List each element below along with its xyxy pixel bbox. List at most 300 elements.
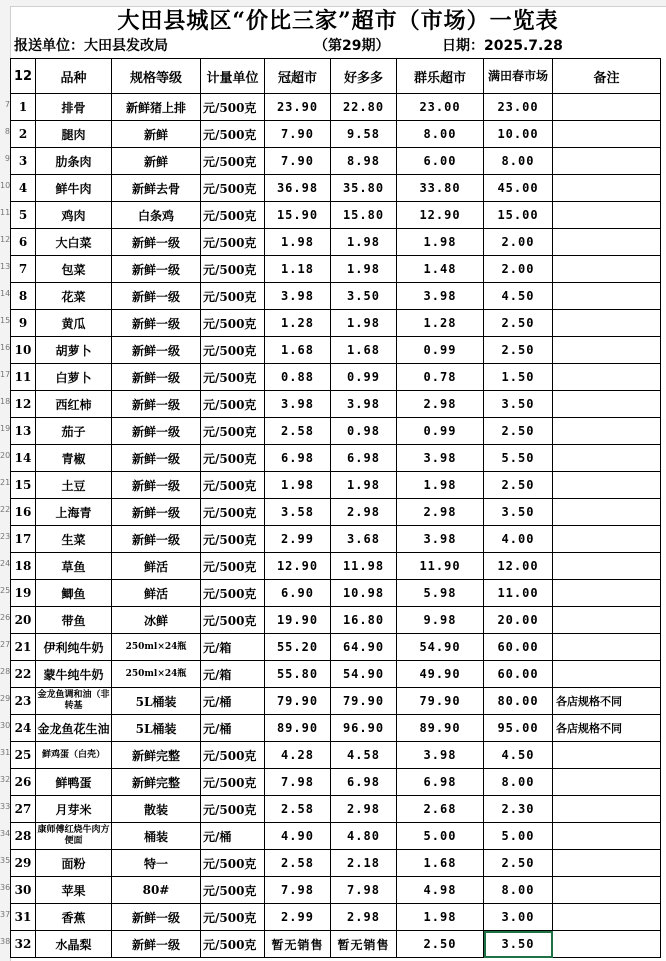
col-item-cell[interactable]: 胡萝卜 <box>36 337 112 364</box>
col-market-mantianchun-cell[interactable]: 80.00 <box>484 688 553 715</box>
col-unit-cell[interactable]: 元/500克 <box>201 364 265 391</box>
col-store-qunle-cell[interactable]: 79.90 <box>397 688 484 715</box>
col-spec-cell[interactable]: 新鲜一级 <box>112 418 201 445</box>
col-unit-cell[interactable]: 元/500克 <box>201 202 265 229</box>
col-item-header[interactable]: 品种 <box>36 59 112 94</box>
col-store-guan-cell[interactable]: 1.28 <box>265 310 331 337</box>
col-store-haoduoduo-cell[interactable]: 1.98 <box>331 229 397 256</box>
col-remarks-cell[interactable] <box>553 823 661 850</box>
col-unit-cell[interactable]: 元/500克 <box>201 418 265 445</box>
col-market-mantianchun-cell[interactable]: 20.00 <box>484 607 553 634</box>
col-store-guan-cell[interactable]: 6.90 <box>265 580 331 607</box>
col-store-guan-cell[interactable]: 2.99 <box>265 904 331 931</box>
col-market-mantianchun-cell[interactable]: 11.00 <box>484 580 553 607</box>
col-store-guan-cell[interactable]: 7.98 <box>265 877 331 904</box>
col-remarks-cell[interactable] <box>553 283 661 310</box>
col-remarks-cell[interactable] <box>553 175 661 202</box>
col-spec-cell[interactable]: 新鲜一级 <box>112 283 201 310</box>
col-store-qunle-cell[interactable]: 0.78 <box>397 364 484 391</box>
col-unit-cell[interactable]: 元/500克 <box>201 148 265 175</box>
col-index-cell[interactable]: 2 <box>11 121 36 148</box>
col-store-qunle-cell[interactable]: 2.98 <box>397 499 484 526</box>
col-store-guan-cell[interactable]: 2.58 <box>265 850 331 877</box>
row-number[interactable]: 8 <box>4 127 10 136</box>
col-index-cell[interactable]: 7 <box>11 256 36 283</box>
col-item-cell[interactable]: 西红柿 <box>36 391 112 418</box>
col-remarks-cell[interactable] <box>553 931 661 958</box>
col-unit-header[interactable]: 计量单位 <box>201 59 265 94</box>
col-remarks-header[interactable]: 备注 <box>553 59 661 94</box>
col-remarks-cell[interactable]: 各店规格不同 <box>553 688 661 715</box>
col-store-haoduoduo-cell[interactable]: 54.90 <box>331 661 397 688</box>
col-remarks-cell[interactable] <box>553 445 661 472</box>
col-store-haoduoduo-header[interactable]: 好多多 <box>331 59 397 94</box>
col-item-cell[interactable]: 鲜鸡蛋（白壳） <box>36 742 112 769</box>
col-store-haoduoduo-cell[interactable]: 2.98 <box>331 796 397 823</box>
col-store-qunle-cell[interactable]: 8.00 <box>397 121 484 148</box>
col-store-haoduoduo-cell[interactable]: 9.58 <box>331 121 397 148</box>
col-unit-cell[interactable]: 元/500克 <box>201 553 265 580</box>
col-store-haoduoduo-cell[interactable]: 16.80 <box>331 607 397 634</box>
col-unit-cell[interactable]: 元/500克 <box>201 850 265 877</box>
col-market-mantianchun-cell[interactable]: 2.50 <box>484 337 553 364</box>
col-store-qunle-cell[interactable]: 2.98 <box>397 391 484 418</box>
row-number[interactable]: 27 <box>0 640 10 649</box>
col-store-guan-cell[interactable]: 1.98 <box>265 472 331 499</box>
row-number[interactable]: 21 <box>0 478 10 487</box>
col-market-mantianchun-cell[interactable]: 4.00 <box>484 526 553 553</box>
col-spec-cell[interactable]: 新鲜一级 <box>112 499 201 526</box>
col-item-cell[interactable]: 黄瓜 <box>36 310 112 337</box>
col-unit-cell[interactable]: 元/500克 <box>201 121 265 148</box>
col-market-mantianchun-cell[interactable]: 23.00 <box>484 94 553 121</box>
col-store-qunle-cell[interactable]: 11.90 <box>397 553 484 580</box>
col-spec-cell[interactable]: 新鲜 <box>112 148 201 175</box>
row-number[interactable]: 16 <box>0 343 10 352</box>
col-store-guan-cell[interactable]: 19.90 <box>265 607 331 634</box>
col-index-cell[interactable]: 9 <box>11 310 36 337</box>
col-unit-cell[interactable]: 元/500克 <box>201 229 265 256</box>
col-item-cell[interactable]: 香蕉 <box>36 904 112 931</box>
col-store-qunle-cell[interactable]: 1.98 <box>397 229 484 256</box>
col-market-mantianchun-cell[interactable]: 3.50 <box>484 931 553 958</box>
col-store-guan-cell[interactable]: 89.90 <box>265 715 331 742</box>
col-store-guan-cell[interactable]: 0.88 <box>265 364 331 391</box>
col-item-cell[interactable]: 带鱼 <box>36 607 112 634</box>
col-remarks-cell[interactable] <box>553 148 661 175</box>
col-unit-cell[interactable]: 元/桶 <box>201 715 265 742</box>
col-index-cell[interactable]: 12 <box>11 391 36 418</box>
col-market-mantianchun-cell[interactable]: 2.50 <box>484 472 553 499</box>
row-number[interactable]: 18 <box>0 397 10 406</box>
row-number[interactable]: 9 <box>4 154 10 163</box>
col-store-haoduoduo-cell[interactable]: 4.80 <box>331 823 397 850</box>
col-index-cell[interactable]: 17 <box>11 526 36 553</box>
col-item-cell[interactable]: 苹果 <box>36 877 112 904</box>
row-number[interactable]: 22 <box>0 505 10 514</box>
col-spec-cell[interactable]: 鲜活 <box>112 580 201 607</box>
col-item-cell[interactable]: 土豆 <box>36 472 112 499</box>
col-store-guan-cell[interactable]: 1.18 <box>265 256 331 283</box>
col-store-guan-cell[interactable]: 15.90 <box>265 202 331 229</box>
col-market-mantianchun-header[interactable]: 满田春市场 <box>484 59 553 94</box>
col-store-haoduoduo-cell[interactable]: 8.98 <box>331 148 397 175</box>
col-store-qunle-cell[interactable]: 0.99 <box>397 337 484 364</box>
col-store-qunle-cell[interactable]: 6.98 <box>397 769 484 796</box>
col-spec-cell[interactable]: 新鲜 <box>112 121 201 148</box>
col-store-haoduoduo-cell[interactable]: 1.98 <box>331 256 397 283</box>
col-market-mantianchun-cell[interactable]: 2.30 <box>484 796 553 823</box>
row-number[interactable]: 32 <box>0 775 10 784</box>
col-spec-cell[interactable]: 新鲜完整 <box>112 769 201 796</box>
col-unit-cell[interactable]: 元/箱 <box>201 661 265 688</box>
col-remarks-cell[interactable] <box>553 391 661 418</box>
col-store-guan-cell[interactable]: 4.90 <box>265 823 331 850</box>
col-store-haoduoduo-cell[interactable]: 7.98 <box>331 877 397 904</box>
col-store-haoduoduo-cell[interactable]: 96.90 <box>331 715 397 742</box>
col-item-cell[interactable]: 花菜 <box>36 283 112 310</box>
col-spec-cell[interactable]: 250ml×24瓶 <box>112 661 201 688</box>
row-number[interactable]: 19 <box>0 424 10 433</box>
col-index-cell[interactable]: 28 <box>11 823 36 850</box>
col-store-qunle-cell[interactable]: 3.98 <box>397 445 484 472</box>
row-number[interactable]: 31 <box>0 748 10 757</box>
col-store-guan-cell[interactable]: 23.90 <box>265 94 331 121</box>
col-store-guan-cell[interactable]: 55.20 <box>265 634 331 661</box>
col-remarks-cell[interactable] <box>553 499 661 526</box>
col-market-mantianchun-cell[interactable]: 3.50 <box>484 391 553 418</box>
col-index-cell[interactable]: 11 <box>11 364 36 391</box>
col-item-cell[interactable]: 伊利纯牛奶 <box>36 634 112 661</box>
col-store-haoduoduo-cell[interactable]: 79.90 <box>331 688 397 715</box>
row-number[interactable]: 28 <box>0 667 10 676</box>
col-index-cell[interactable]: 20 <box>11 607 36 634</box>
col-index-cell[interactable]: 4 <box>11 175 36 202</box>
col-spec-cell[interactable]: 新鲜一级 <box>112 256 201 283</box>
col-remarks-cell[interactable] <box>553 526 661 553</box>
col-remarks-cell[interactable] <box>553 94 661 121</box>
col-spec-header[interactable]: 规格等级 <box>112 59 201 94</box>
col-index-cell[interactable]: 14 <box>11 445 36 472</box>
row-number[interactable]: 25 <box>0 586 10 595</box>
col-store-haoduoduo-cell[interactable]: 1.68 <box>331 337 397 364</box>
col-store-guan-cell[interactable]: 7.98 <box>265 769 331 796</box>
row-number[interactable]: 7 <box>4 100 10 109</box>
col-store-haoduoduo-cell[interactable]: 暂无销售 <box>331 931 397 958</box>
col-market-mantianchun-cell[interactable]: 3.50 <box>484 499 553 526</box>
col-item-cell[interactable]: 鸡肉 <box>36 202 112 229</box>
col-store-haoduoduo-cell[interactable]: 10.98 <box>331 580 397 607</box>
col-store-haoduoduo-cell[interactable]: 35.80 <box>331 175 397 202</box>
col-unit-cell[interactable]: 元/桶 <box>201 823 265 850</box>
col-item-cell[interactable]: 面粉 <box>36 850 112 877</box>
col-spec-cell[interactable]: 新鲜一级 <box>112 310 201 337</box>
col-unit-cell[interactable]: 元/500克 <box>201 310 265 337</box>
col-unit-cell[interactable]: 元/500克 <box>201 391 265 418</box>
col-spec-cell[interactable]: 白条鸡 <box>112 202 201 229</box>
col-remarks-cell[interactable] <box>553 850 661 877</box>
col-item-cell[interactable]: 肋条肉 <box>36 148 112 175</box>
col-store-guan-header[interactable]: 冠超市 <box>265 59 331 94</box>
col-item-cell[interactable]: 上海青 <box>36 499 112 526</box>
col-spec-cell[interactable]: 80# <box>112 877 201 904</box>
col-store-qunle-cell[interactable]: 1.98 <box>397 904 484 931</box>
col-index-cell[interactable]: 15 <box>11 472 36 499</box>
col-unit-cell[interactable]: 元/500克 <box>201 256 265 283</box>
col-remarks-cell[interactable] <box>553 580 661 607</box>
col-store-haoduoduo-cell[interactable]: 3.50 <box>331 283 397 310</box>
col-store-qunle-cell[interactable]: 5.00 <box>397 823 484 850</box>
col-store-guan-cell[interactable]: 2.58 <box>265 796 331 823</box>
col-unit-cell[interactable]: 元/500克 <box>201 472 265 499</box>
col-store-haoduoduo-cell[interactable]: 6.98 <box>331 445 397 472</box>
col-remarks-cell[interactable] <box>553 256 661 283</box>
col-remarks-cell[interactable] <box>553 877 661 904</box>
col-item-cell[interactable]: 白萝卜 <box>36 364 112 391</box>
row-number[interactable]: 23 <box>0 532 10 541</box>
col-remarks-cell[interactable] <box>553 742 661 769</box>
row-number[interactable]: 24 <box>0 559 10 568</box>
col-unit-cell[interactable]: 元/500克 <box>201 445 265 472</box>
col-remarks-cell[interactable] <box>553 904 661 931</box>
col-store-guan-cell[interactable]: 暂无销售 <box>265 931 331 958</box>
col-item-cell[interactable]: 腿肉 <box>36 121 112 148</box>
col-index-cell[interactable]: 27 <box>11 796 36 823</box>
col-market-mantianchun-cell[interactable]: 10.00 <box>484 121 553 148</box>
col-market-mantianchun-cell[interactable]: 1.50 <box>484 364 553 391</box>
col-spec-cell[interactable]: 特一 <box>112 850 201 877</box>
col-market-mantianchun-cell[interactable]: 3.00 <box>484 904 553 931</box>
col-store-guan-cell[interactable]: 36.98 <box>265 175 331 202</box>
row-number[interactable]: 35 <box>0 856 10 865</box>
col-unit-cell[interactable]: 元/500克 <box>201 175 265 202</box>
col-spec-cell[interactable]: 新鲜一级 <box>112 337 201 364</box>
col-index-cell[interactable]: 30 <box>11 877 36 904</box>
col-remarks-cell[interactable] <box>553 364 661 391</box>
col-spec-cell[interactable]: 鲜活 <box>112 553 201 580</box>
col-market-mantianchun-cell[interactable]: 5.50 <box>484 445 553 472</box>
col-market-mantianchun-cell[interactable]: 45.00 <box>484 175 553 202</box>
col-market-mantianchun-cell[interactable]: 12.00 <box>484 553 553 580</box>
col-store-qunle-cell[interactable]: 3.98 <box>397 526 484 553</box>
col-index-cell[interactable]: 24 <box>11 715 36 742</box>
col-store-haoduoduo-cell[interactable]: 15.80 <box>331 202 397 229</box>
col-store-qunle-cell[interactable]: 1.68 <box>397 850 484 877</box>
row-number[interactable]: 12 <box>0 235 10 244</box>
col-unit-cell[interactable]: 元/桶 <box>201 688 265 715</box>
row-number[interactable]: 29 <box>0 694 10 703</box>
col-market-mantianchun-cell[interactable]: 8.00 <box>484 769 553 796</box>
col-unit-cell[interactable]: 元/500克 <box>201 931 265 958</box>
col-store-guan-cell[interactable]: 7.90 <box>265 121 331 148</box>
col-market-mantianchun-cell[interactable]: 4.50 <box>484 283 553 310</box>
col-store-guan-cell[interactable]: 2.58 <box>265 418 331 445</box>
col-market-mantianchun-cell[interactable]: 15.00 <box>484 202 553 229</box>
col-spec-cell[interactable]: 桶装 <box>112 823 201 850</box>
col-unit-cell[interactable]: 元/500克 <box>201 337 265 364</box>
col-store-haoduoduo-cell[interactable]: 2.98 <box>331 499 397 526</box>
col-store-qunle-cell[interactable]: 33.80 <box>397 175 484 202</box>
col-market-mantianchun-cell[interactable]: 2.00 <box>484 256 553 283</box>
col-index-cell[interactable]: 23 <box>11 688 36 715</box>
col-store-qunle-cell[interactable]: 3.98 <box>397 742 484 769</box>
col-remarks-cell[interactable] <box>553 202 661 229</box>
row-number[interactable]: 20 <box>0 451 10 460</box>
col-spec-cell[interactable]: 5L桶装 <box>112 688 201 715</box>
col-store-haoduoduo-cell[interactable]: 2.18 <box>331 850 397 877</box>
col-unit-cell[interactable]: 元/500克 <box>201 526 265 553</box>
row-number[interactable]: 17 <box>0 370 10 379</box>
col-store-qunle-cell[interactable]: 54.90 <box>397 634 484 661</box>
col-store-guan-cell[interactable]: 2.99 <box>265 526 331 553</box>
col-item-cell[interactable]: 排骨 <box>36 94 112 121</box>
col-spec-cell[interactable]: 新鲜一级 <box>112 472 201 499</box>
col-store-qunle-header[interactable]: 群乐超市 <box>397 59 484 94</box>
col-store-qunle-cell[interactable]: 4.98 <box>397 877 484 904</box>
col-unit-cell[interactable]: 元/500克 <box>201 580 265 607</box>
row-number[interactable]: 26 <box>0 613 10 622</box>
col-store-haoduoduo-cell[interactable]: 4.58 <box>331 742 397 769</box>
col-store-qunle-cell[interactable]: 49.90 <box>397 661 484 688</box>
col-remarks-cell[interactable] <box>553 634 661 661</box>
col-item-cell[interactable]: 鲜牛肉 <box>36 175 112 202</box>
col-spec-cell[interactable]: 新鲜去骨 <box>112 175 201 202</box>
col-store-qunle-cell[interactable]: 1.98 <box>397 472 484 499</box>
col-remarks-cell[interactable] <box>553 337 661 364</box>
col-store-guan-cell[interactable]: 7.90 <box>265 148 331 175</box>
row-number[interactable]: 34 <box>0 829 10 838</box>
col-unit-cell[interactable]: 元/箱 <box>201 634 265 661</box>
col-store-qunle-cell[interactable]: 12.90 <box>397 202 484 229</box>
col-market-mantianchun-cell[interactable]: 95.00 <box>484 715 553 742</box>
col-market-mantianchun-cell[interactable]: 2.00 <box>484 229 553 256</box>
col-remarks-cell[interactable] <box>553 229 661 256</box>
col-store-qunle-cell[interactable]: 0.99 <box>397 418 484 445</box>
row-number[interactable]: 14 <box>0 289 10 298</box>
col-store-guan-cell[interactable]: 79.90 <box>265 688 331 715</box>
col-item-cell[interactable]: 青椒 <box>36 445 112 472</box>
col-item-cell[interactable]: 茄子 <box>36 418 112 445</box>
row-number[interactable]: 13 <box>0 262 10 271</box>
col-store-qunle-cell[interactable]: 2.68 <box>397 796 484 823</box>
col-unit-cell[interactable]: 元/500克 <box>201 769 265 796</box>
col-store-haoduoduo-cell[interactable]: 6.98 <box>331 769 397 796</box>
col-store-haoduoduo-cell[interactable]: 64.90 <box>331 634 397 661</box>
col-item-cell[interactable]: 金龙鱼调和油（非转基 <box>36 688 112 715</box>
col-remarks-cell[interactable] <box>553 607 661 634</box>
col-index-cell[interactable]: 16 <box>11 499 36 526</box>
col-store-qunle-cell[interactable]: 23.00 <box>397 94 484 121</box>
col-remarks-cell[interactable] <box>553 796 661 823</box>
col-store-haoduoduo-cell[interactable]: 1.98 <box>331 310 397 337</box>
col-index-cell[interactable]: 32 <box>11 931 36 958</box>
col-store-haoduoduo-cell[interactable]: 3.68 <box>331 526 397 553</box>
col-index-cell[interactable]: 8 <box>11 283 36 310</box>
col-remarks-cell[interactable] <box>553 661 661 688</box>
col-market-mantianchun-cell[interactable]: 60.00 <box>484 661 553 688</box>
col-unit-cell[interactable]: 元/500克 <box>201 607 265 634</box>
col-index-cell[interactable]: 21 <box>11 634 36 661</box>
col-market-mantianchun-cell[interactable]: 2.50 <box>484 850 553 877</box>
col-spec-cell[interactable]: 新鲜一级 <box>112 526 201 553</box>
col-unit-cell[interactable]: 元/500克 <box>201 94 265 121</box>
col-remarks-cell[interactable] <box>553 769 661 796</box>
col-remarks-cell[interactable] <box>553 310 661 337</box>
col-spec-cell[interactable]: 新鲜一级 <box>112 364 201 391</box>
col-store-guan-cell[interactable]: 12.90 <box>265 553 331 580</box>
col-spec-cell[interactable]: 新鲜猪上排 <box>112 94 201 121</box>
col-unit-cell[interactable]: 元/500克 <box>201 877 265 904</box>
col-market-mantianchun-cell[interactable]: 8.00 <box>484 877 553 904</box>
col-store-qunle-cell[interactable]: 1.48 <box>397 256 484 283</box>
row-number[interactable]: 38 <box>0 937 10 946</box>
col-market-mantianchun-cell[interactable]: 2.50 <box>484 310 553 337</box>
col-item-cell[interactable]: 月芽米 <box>36 796 112 823</box>
col-store-qunle-cell[interactable]: 89.90 <box>397 715 484 742</box>
col-store-haoduoduo-cell[interactable]: 1.98 <box>331 472 397 499</box>
col-index-cell[interactable]: 26 <box>11 769 36 796</box>
col-market-mantianchun-cell[interactable]: 60.00 <box>484 634 553 661</box>
col-remarks-cell[interactable] <box>553 553 661 580</box>
col-item-cell[interactable]: 包菜 <box>36 256 112 283</box>
col-market-mantianchun-cell[interactable]: 4.50 <box>484 742 553 769</box>
col-item-cell[interactable]: 康师傅红烧牛肉方便面 <box>36 823 112 850</box>
col-remarks-cell[interactable] <box>553 121 661 148</box>
col-index-cell[interactable]: 31 <box>11 904 36 931</box>
col-store-guan-cell[interactable]: 4.28 <box>265 742 331 769</box>
col-unit-cell[interactable]: 元/500克 <box>201 283 265 310</box>
col-store-guan-cell[interactable]: 6.98 <box>265 445 331 472</box>
col-market-mantianchun-cell[interactable]: 5.00 <box>484 823 553 850</box>
col-unit-cell[interactable]: 元/500克 <box>201 904 265 931</box>
row-number[interactable]: 30 <box>0 721 10 730</box>
col-spec-cell[interactable]: 散装 <box>112 796 201 823</box>
col-store-guan-cell[interactable]: 3.58 <box>265 499 331 526</box>
col-index-cell[interactable]: 19 <box>11 580 36 607</box>
col-spec-cell[interactable]: 新鲜一级 <box>112 391 201 418</box>
col-spec-cell[interactable]: 250ml×24瓶 <box>112 634 201 661</box>
col-index-cell[interactable]: 29 <box>11 850 36 877</box>
col-store-qunle-cell[interactable]: 1.28 <box>397 310 484 337</box>
col-spec-cell[interactable]: 新鲜一级 <box>112 904 201 931</box>
row-number[interactable]: 36 <box>0 883 10 892</box>
col-spec-cell[interactable]: 新鲜一级 <box>112 229 201 256</box>
col-market-mantianchun-cell[interactable]: 8.00 <box>484 148 553 175</box>
col-unit-cell[interactable]: 元/500克 <box>201 796 265 823</box>
col-store-qunle-cell[interactable]: 2.50 <box>397 931 484 958</box>
col-market-mantianchun-cell[interactable]: 2.50 <box>484 418 553 445</box>
col-store-haoduoduo-cell[interactable]: 2.98 <box>331 904 397 931</box>
col-store-qunle-cell[interactable]: 3.98 <box>397 283 484 310</box>
col-index-cell[interactable]: 25 <box>11 742 36 769</box>
col-store-haoduoduo-cell[interactable]: 22.80 <box>331 94 397 121</box>
row-number[interactable]: 33 <box>0 802 10 811</box>
col-spec-cell[interactable]: 新鲜完整 <box>112 742 201 769</box>
col-spec-cell[interactable]: 新鲜一级 <box>112 445 201 472</box>
col-index-cell[interactable]: 22 <box>11 661 36 688</box>
col-item-cell[interactable]: 鲫鱼 <box>36 580 112 607</box>
col-index-cell[interactable]: 18 <box>11 553 36 580</box>
col-remarks-cell[interactable] <box>553 472 661 499</box>
col-store-guan-cell[interactable]: 3.98 <box>265 283 331 310</box>
col-unit-cell[interactable]: 元/500克 <box>201 499 265 526</box>
row-number[interactable]: 10 <box>0 181 10 190</box>
col-index-cell[interactable]: 13 <box>11 418 36 445</box>
col-unit-cell[interactable]: 元/500克 <box>201 742 265 769</box>
col-index-cell[interactable]: 5 <box>11 202 36 229</box>
col-index-header[interactable]: 12 <box>11 59 36 94</box>
col-store-haoduoduo-cell[interactable]: 0.99 <box>331 364 397 391</box>
